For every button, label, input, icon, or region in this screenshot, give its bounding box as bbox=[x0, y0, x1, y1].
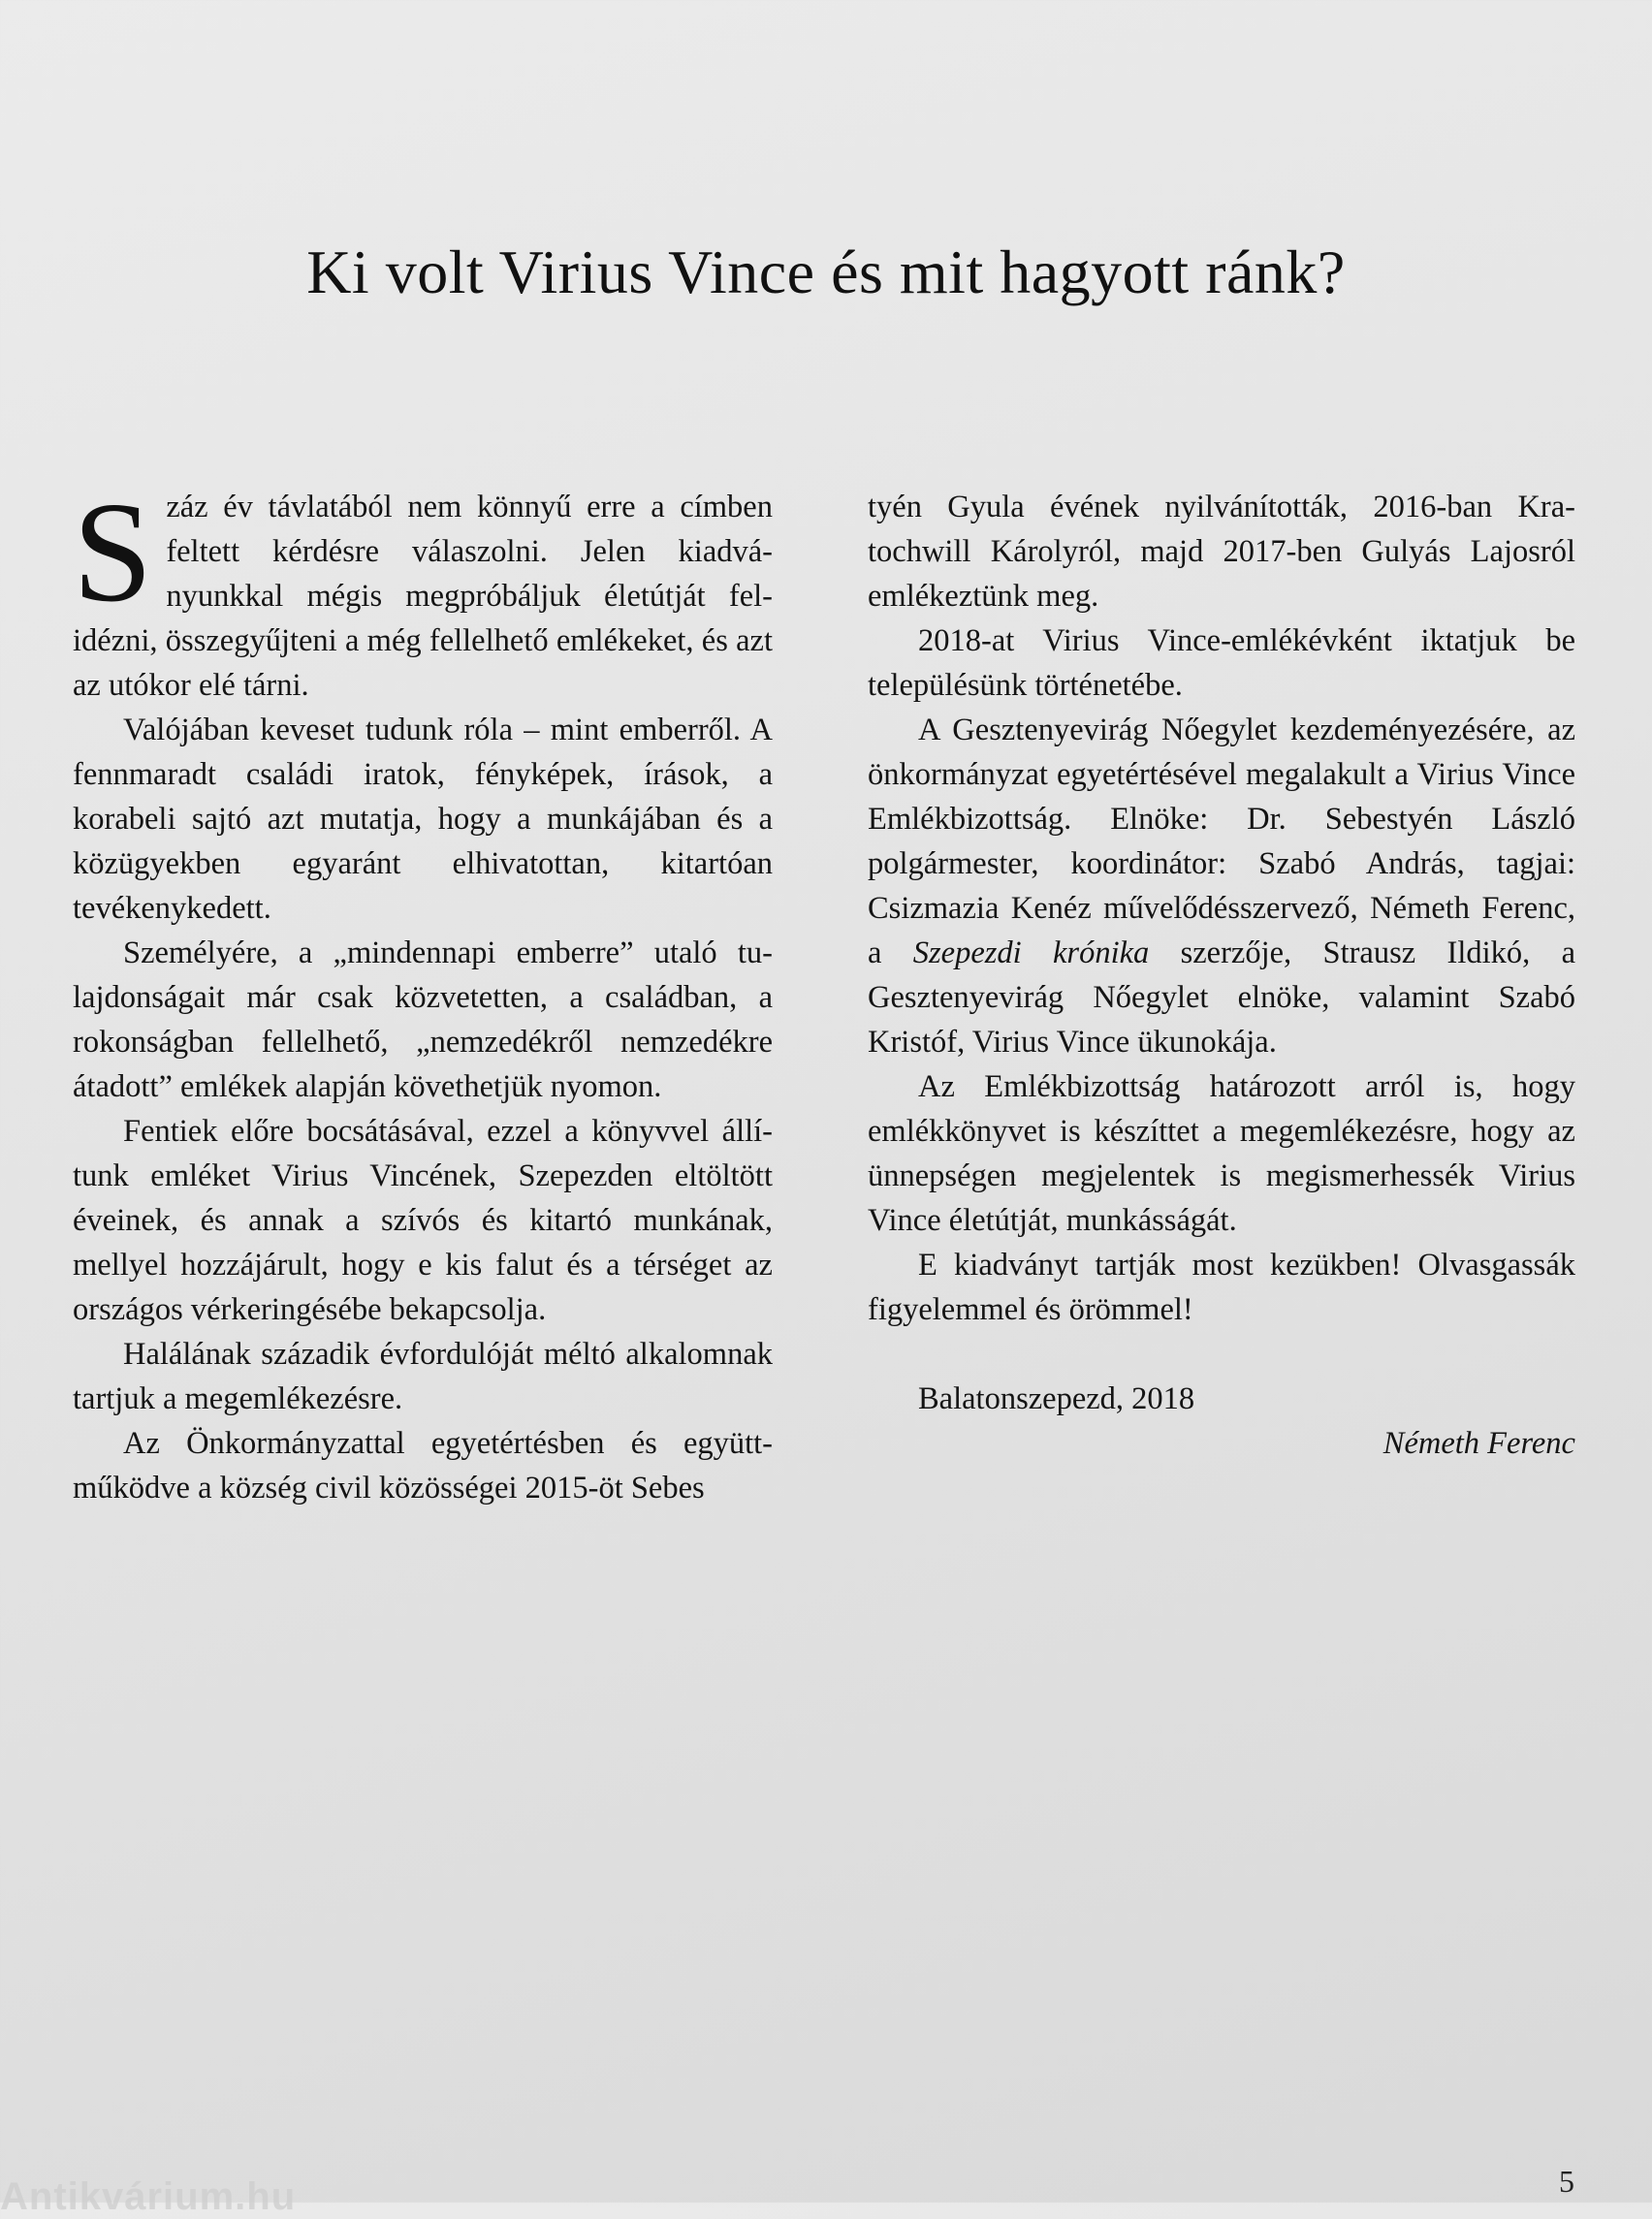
place-date: Balatonszepezd, 2018 bbox=[918, 1381, 1195, 1416]
paragraph-10: E kiadványt tartják most kezükben! Olvasgassák figyelemmel és örömmel! bbox=[868, 1248, 1575, 1327]
paragraph-7: 2018-at Virius Vince-emlékévként iktatjuk be településünk történetébe. bbox=[868, 623, 1575, 703]
paragraph-4: Fentiek előre bocsátásával, ezzel a könyvvel állítunk emléket Virius Vincének, Szepezden eltöltött éveinek, és annak a szívós és kitartó munkának, mellyel hozzájárult, hogy e kis falut és a térséget az országos vérkeringésébe bekapcsolja. bbox=[73, 1114, 773, 1327]
paragraph-9: Az Emlékbizottság határozott arról is, hogy emlékkönyvet is készíttet a megemlékezésre, hogy az ünnepségen megjelentek is megismerhessék Virius Vince életútját, munkásságát. bbox=[868, 1069, 1575, 1238]
paragraph-8-text-a: A Gesztenyevirág Nőegylet kezdeményezésére, az önkormányzat egyetértésével megalakult a Virius Vince Emlékbizottság. Elnöke: Dr. Sebestyén László polgármester, koordinátor: Szabó András, tagjai: Csizmazia Kenéz művelődésszervező, Németh Ferenc, a bbox=[868, 713, 1575, 970]
spacer bbox=[868, 1332, 1575, 1377]
paragraph-5: Halálának századik évfordulóját méltó alkalomnak tartjuk a megemlékezésre. bbox=[73, 1337, 773, 1416]
drop-cap: S bbox=[73, 473, 153, 632]
paragraph-2: Valójában keveset tudunk róla – mint emberről. A fennmaradt családi iratok, fényképek, írások, a korabeli sajtó azt mutatja, hogy a munkájában és a közügyekben egyaránt elhivatottan, kitartóan tevékenykedett. bbox=[73, 713, 773, 926]
paragraph-1 bbox=[73, 473, 773, 708]
book-title-italic: Szepezdi krónika bbox=[912, 935, 1150, 970]
watermark-text: Antikvárium.hu bbox=[0, 2175, 297, 2218]
left-column bbox=[73, 473, 773, 1510]
paragraph-6: Az Önkormányzattal egyetértésben és együttműködve a község civil közösségei 2015-öt Sebes bbox=[73, 1426, 773, 1506]
paragraph-1-text: záz év távlatából nem könnyű erre a címben feltett kérdésre válaszolni. Jelen kiadványunkkal mégis megpróbáljuk életútját felidézni, összegyűjteni a még fellelhető emlékeket, és azt az utókor elé tárni. bbox=[73, 490, 773, 703]
paragraph-6-continued: tyén Gyula évének nyilvánították, 2016-ban Kratochwill Károlyról, majd 2017-ben Gulyás Lajosról emlékeztünk meg. bbox=[868, 490, 1575, 614]
signature: Németh Ferenc bbox=[1382, 1426, 1575, 1461]
paragraph-3: Személyére, a „mindennapi emberre” utaló tulajdonságait már csak közvetetten, a családban, a rokonságban fellelhető, „nemzedékről nemzedékre átadott” emlékek alapján követhetjük nyomon. bbox=[73, 935, 773, 1104]
page-title: Ki volt Virius Vince és mit hagyott ránk? bbox=[306, 238, 1346, 306]
paragraph-8 bbox=[868, 708, 1575, 1064]
paragraph-8-text-b: szerzője, Strausz Ildikó, a Gesztenyevirág Nőegylet elnöke, valamint Szabó Kristóf, Virius Vince ükunokája. bbox=[868, 935, 1575, 1060]
page-number: 5 bbox=[1559, 2164, 1574, 2199]
right-column bbox=[868, 485, 1575, 1466]
